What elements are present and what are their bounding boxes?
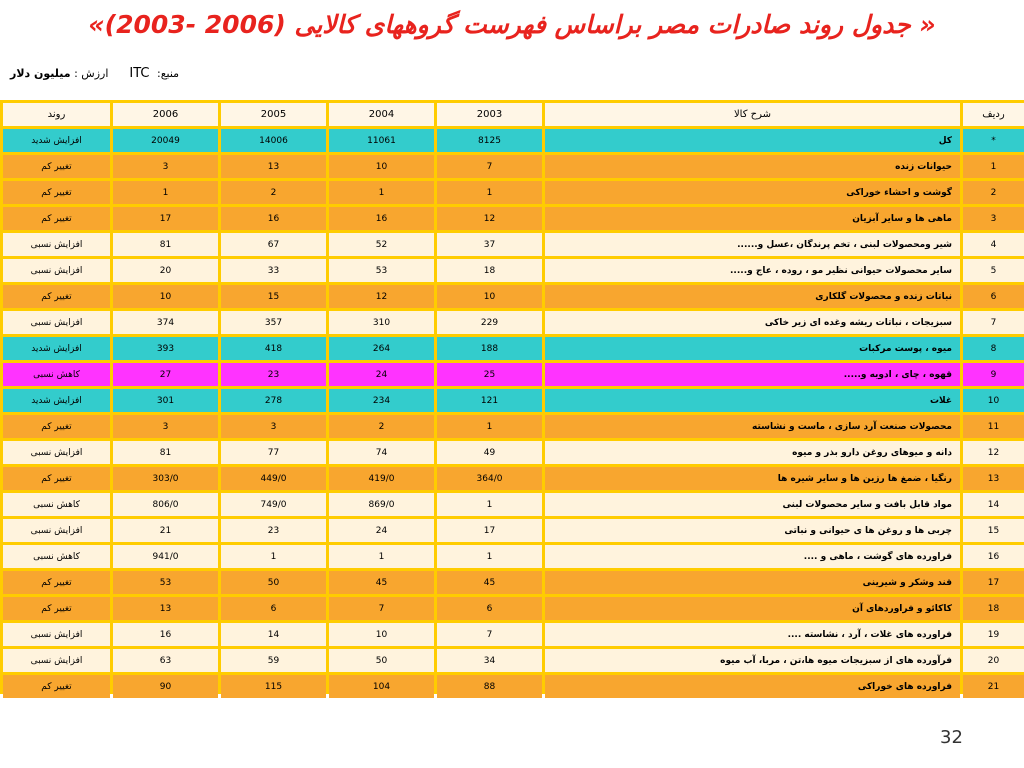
- value-2005-cell: 1: [221, 545, 326, 568]
- trend-cell: افزایش نسبی: [3, 519, 110, 542]
- table-row: [3, 259, 1024, 282]
- trend-cell: کاهش نسبی: [3, 493, 110, 516]
- value-2006-cell: 393: [113, 337, 218, 360]
- value-2003-cell: 10: [437, 285, 542, 308]
- row-number-cell: 19: [963, 623, 1024, 646]
- value-2004-cell: 74: [329, 441, 434, 464]
- value-2004-cell: 12: [329, 285, 434, 308]
- header-2006: 2006: [113, 103, 218, 126]
- value-2005-cell: 418: [221, 337, 326, 360]
- value-2004-cell: 104: [329, 675, 434, 698]
- trend-cell: افزایش نسبی: [3, 441, 110, 464]
- row-number-cell: 13: [963, 467, 1024, 490]
- export-table: [0, 100, 1024, 701]
- row-number-cell: 2: [963, 181, 1024, 204]
- value-label: ارزش :: [74, 67, 109, 80]
- table-row: [3, 623, 1024, 646]
- row-number-cell: 12: [963, 441, 1024, 464]
- value-2005-cell: 14006: [221, 129, 326, 152]
- value-2003-cell: 1: [437, 545, 542, 568]
- value-2004-cell: 10: [329, 155, 434, 178]
- row-number-cell: 1: [963, 155, 1024, 178]
- description-cell: ماهی ها و سایر آبزیان: [545, 207, 960, 230]
- value-2004-cell: 869/0: [329, 493, 434, 516]
- value-2005-cell: 449/0: [221, 467, 326, 490]
- value-2003-cell: 18: [437, 259, 542, 282]
- row-number-cell: 20: [963, 649, 1024, 672]
- value-2003-cell: 229: [437, 311, 542, 334]
- trend-cell: تغییر کم: [3, 675, 110, 698]
- table-row: [3, 415, 1024, 438]
- description-cell: حیوانات زنده: [545, 155, 960, 178]
- table-row: [3, 519, 1024, 542]
- trend-cell: تغییر کم: [3, 467, 110, 490]
- trend-cell: تغییر کم: [3, 181, 110, 204]
- table-row: [3, 389, 1024, 412]
- export-table-container: [0, 100, 1024, 694]
- value-2004-cell: 2: [329, 415, 434, 438]
- table-row: [3, 181, 1024, 204]
- value-2003-cell: 45: [437, 571, 542, 594]
- description-cell: غلات: [545, 389, 960, 412]
- value-2006-cell: 806/0: [113, 493, 218, 516]
- value-2004-cell: 24: [329, 363, 434, 386]
- value-2004-cell: 53: [329, 259, 434, 282]
- value-2005-cell: 6: [221, 597, 326, 620]
- value-2004-cell: 10: [329, 623, 434, 646]
- value-2005-cell: 357: [221, 311, 326, 334]
- header-row-number: ردیف: [963, 103, 1024, 126]
- value-2006-cell: 81: [113, 441, 218, 464]
- header-2003: 2003: [437, 103, 542, 126]
- trend-cell: افزایش نسبی: [3, 311, 110, 334]
- table-row: [3, 311, 1024, 334]
- value-2003-cell: 7: [437, 623, 542, 646]
- value-2004-cell: 7: [329, 597, 434, 620]
- table-row: [3, 493, 1024, 516]
- row-number-cell: 17: [963, 571, 1024, 594]
- value-2004-cell: 264: [329, 337, 434, 360]
- row-number-cell: 15: [963, 519, 1024, 542]
- value-2006-cell: 301: [113, 389, 218, 412]
- row-number-cell: 16: [963, 545, 1024, 568]
- row-number-cell: 9: [963, 363, 1024, 386]
- trend-cell: تغییر کم: [3, 207, 110, 230]
- trend-cell: تغییر کم: [3, 571, 110, 594]
- table-row: [3, 571, 1024, 594]
- description-cell: کاکائو و فراوردهای آن: [545, 597, 960, 620]
- trend-cell: کاهش نسبی: [3, 363, 110, 386]
- description-cell: مواد قابل بافت و سایر محصولات لبنی: [545, 493, 960, 516]
- value-2006-cell: 16: [113, 623, 218, 646]
- row-number-cell: 5: [963, 259, 1024, 282]
- row-number-cell: 7: [963, 311, 1024, 334]
- table-row: [3, 129, 1024, 152]
- value-2004-cell: 11061: [329, 129, 434, 152]
- description-cell: نباتات زنده و محصولات گلکاری: [545, 285, 960, 308]
- table-row: [3, 337, 1024, 360]
- trend-cell: افزایش نسبی: [3, 259, 110, 282]
- table-row: [3, 155, 1024, 178]
- value-2006-cell: 63: [113, 649, 218, 672]
- value-2005-cell: 14: [221, 623, 326, 646]
- description-cell: محصولات صنعت آرد سازی ، ماست و نشاسته: [545, 415, 960, 438]
- row-number-cell: 21: [963, 675, 1024, 698]
- table-row: [3, 597, 1024, 620]
- trend-cell: تغییر کم: [3, 285, 110, 308]
- value-2006-cell: 13: [113, 597, 218, 620]
- value-2004-cell: 50: [329, 649, 434, 672]
- value-2005-cell: 77: [221, 441, 326, 464]
- value-2004-cell: 24: [329, 519, 434, 542]
- table-row: [3, 649, 1024, 672]
- trend-cell: افزایش نسبی: [3, 623, 110, 646]
- value-2006-cell: 10: [113, 285, 218, 308]
- table-row: [3, 675, 1024, 698]
- value-2005-cell: 749/0: [221, 493, 326, 516]
- value-2005-cell: 16: [221, 207, 326, 230]
- table-row: [3, 207, 1024, 230]
- header-trend: روند: [3, 103, 110, 126]
- page-title: « جدول روند صادرات مصر براساس فهرست گروههای کالایی (2006 -2003)»: [88, 10, 936, 39]
- description-cell: شیر ومحصولات لبنی ، تخم پرندگان ،عسل و......: [545, 233, 960, 256]
- value-2004-cell: 310: [329, 311, 434, 334]
- value-2003-cell: 188: [437, 337, 542, 360]
- table-row: [3, 363, 1024, 386]
- page-number: 32: [940, 727, 963, 748]
- table-row: [3, 441, 1024, 464]
- value-2003-cell: 34: [437, 649, 542, 672]
- value-2005-cell: 3: [221, 415, 326, 438]
- value-2006-cell: 1: [113, 181, 218, 204]
- table-row: [3, 545, 1024, 568]
- description-cell: فراورده های گوشت ، ماهی و ....: [545, 545, 960, 568]
- description-cell: فرآورده های از سبزیجات میوه ها،تن ، مربا، آب میوه: [545, 649, 960, 672]
- trend-cell: افزایش نسبی: [3, 649, 110, 672]
- value-2006-cell: 303/0: [113, 467, 218, 490]
- value-2003-cell: 1: [437, 415, 542, 438]
- trend-cell: افزایش شدید: [3, 389, 110, 412]
- table-row: [3, 467, 1024, 490]
- value-2004-cell: 1: [329, 181, 434, 204]
- value-2004-cell: 419/0: [329, 467, 434, 490]
- value-2003-cell: 8125: [437, 129, 542, 152]
- description-cell: سایر محصولات حیوانی نظیر مو ، روده ، عاج و.....: [545, 259, 960, 282]
- value-2006-cell: 21: [113, 519, 218, 542]
- description-cell: چربی ها و روغن ها ی حیوانی و نباتی: [545, 519, 960, 542]
- value-2004-cell: 234: [329, 389, 434, 412]
- value-2006-cell: 27: [113, 363, 218, 386]
- value-2004-cell: 16: [329, 207, 434, 230]
- trend-cell: تغییر کم: [3, 597, 110, 620]
- value-2006-cell: 20: [113, 259, 218, 282]
- trend-cell: افزایش شدید: [3, 129, 110, 152]
- value-2005-cell: 50: [221, 571, 326, 594]
- row-number-cell: 4: [963, 233, 1024, 256]
- value-2003-cell: 6: [437, 597, 542, 620]
- value-2003-cell: 25: [437, 363, 542, 386]
- value-2006-cell: 20049: [113, 129, 218, 152]
- value-2005-cell: 278: [221, 389, 326, 412]
- row-number-cell: 14: [963, 493, 1024, 516]
- row-number-cell: 10: [963, 389, 1024, 412]
- value-2005-cell: 23: [221, 363, 326, 386]
- row-number-cell: 8: [963, 337, 1024, 360]
- description-cell: دانه و میوهای روغن دارو بذر و میوه: [545, 441, 960, 464]
- trend-cell: افزایش شدید: [3, 337, 110, 360]
- value-2004-cell: 1: [329, 545, 434, 568]
- source-label: منبع:: [156, 67, 180, 80]
- description-cell: رنگیا ، ضمغ ها رزین ها و سایر شیره ها: [545, 467, 960, 490]
- value-2003-cell: 364/0: [437, 467, 542, 490]
- description-cell: سبزیجات ، نباتات ریشه وغده ای زیر خاکی: [545, 311, 960, 334]
- row-number-cell: 6: [963, 285, 1024, 308]
- value-2006-cell: 374: [113, 311, 218, 334]
- trend-cell: تغییر کم: [3, 155, 110, 178]
- source-value: ITC: [129, 66, 150, 81]
- row-number-cell: 18: [963, 597, 1024, 620]
- trend-cell: تغییر کم: [3, 415, 110, 438]
- value-unit: میلیون دلار: [10, 67, 71, 80]
- table-header-row: [3, 103, 1024, 126]
- header-2005: 2005: [221, 103, 326, 126]
- description-cell: قهوه ، چای ، ادویه و.....: [545, 363, 960, 386]
- description-cell: فراورده های غلات ، آرد ، نشاسته ....: [545, 623, 960, 646]
- value-2004-cell: 45: [329, 571, 434, 594]
- value-2003-cell: 7: [437, 155, 542, 178]
- value-2006-cell: 17: [113, 207, 218, 230]
- value-2005-cell: 15: [221, 285, 326, 308]
- row-number-cell: 3: [963, 207, 1024, 230]
- header-2004: 2004: [329, 103, 434, 126]
- table-row: [3, 285, 1024, 308]
- value-2003-cell: 1: [437, 181, 542, 204]
- value-2003-cell: 1: [437, 493, 542, 516]
- value-2006-cell: 53: [113, 571, 218, 594]
- description-cell: فراورده های خوراکی: [545, 675, 960, 698]
- value-2005-cell: 115: [221, 675, 326, 698]
- value-2005-cell: 13: [221, 155, 326, 178]
- header-description: شرح کالا: [545, 103, 960, 126]
- source-info: [10, 66, 179, 81]
- description-cell: میوه ، پوست مرکبات: [545, 337, 960, 360]
- description-cell: گوشت و احشاء خوراکی: [545, 181, 960, 204]
- description-cell: کل: [545, 129, 960, 152]
- value-2003-cell: 12: [437, 207, 542, 230]
- value-2006-cell: 3: [113, 155, 218, 178]
- value-2005-cell: 33: [221, 259, 326, 282]
- row-number-cell: *: [963, 129, 1024, 152]
- trend-cell: افزایش نسبی: [3, 233, 110, 256]
- value-2003-cell: 121: [437, 389, 542, 412]
- value-2005-cell: 59: [221, 649, 326, 672]
- trend-cell: کاهش نسبی: [3, 545, 110, 568]
- value-2005-cell: 23: [221, 519, 326, 542]
- value-2006-cell: 941/0: [113, 545, 218, 568]
- value-2003-cell: 17: [437, 519, 542, 542]
- table-row: [3, 233, 1024, 256]
- value-2005-cell: 67: [221, 233, 326, 256]
- value-2003-cell: 49: [437, 441, 542, 464]
- value-2006-cell: 90: [113, 675, 218, 698]
- value-2003-cell: 37: [437, 233, 542, 256]
- value-2006-cell: 81: [113, 233, 218, 256]
- value-2006-cell: 3: [113, 415, 218, 438]
- value-2004-cell: 52: [329, 233, 434, 256]
- value-2005-cell: 2: [221, 181, 326, 204]
- value-2003-cell: 88: [437, 675, 542, 698]
- description-cell: قند وشکر و شیرینی: [545, 571, 960, 594]
- row-number-cell: 11: [963, 415, 1024, 438]
